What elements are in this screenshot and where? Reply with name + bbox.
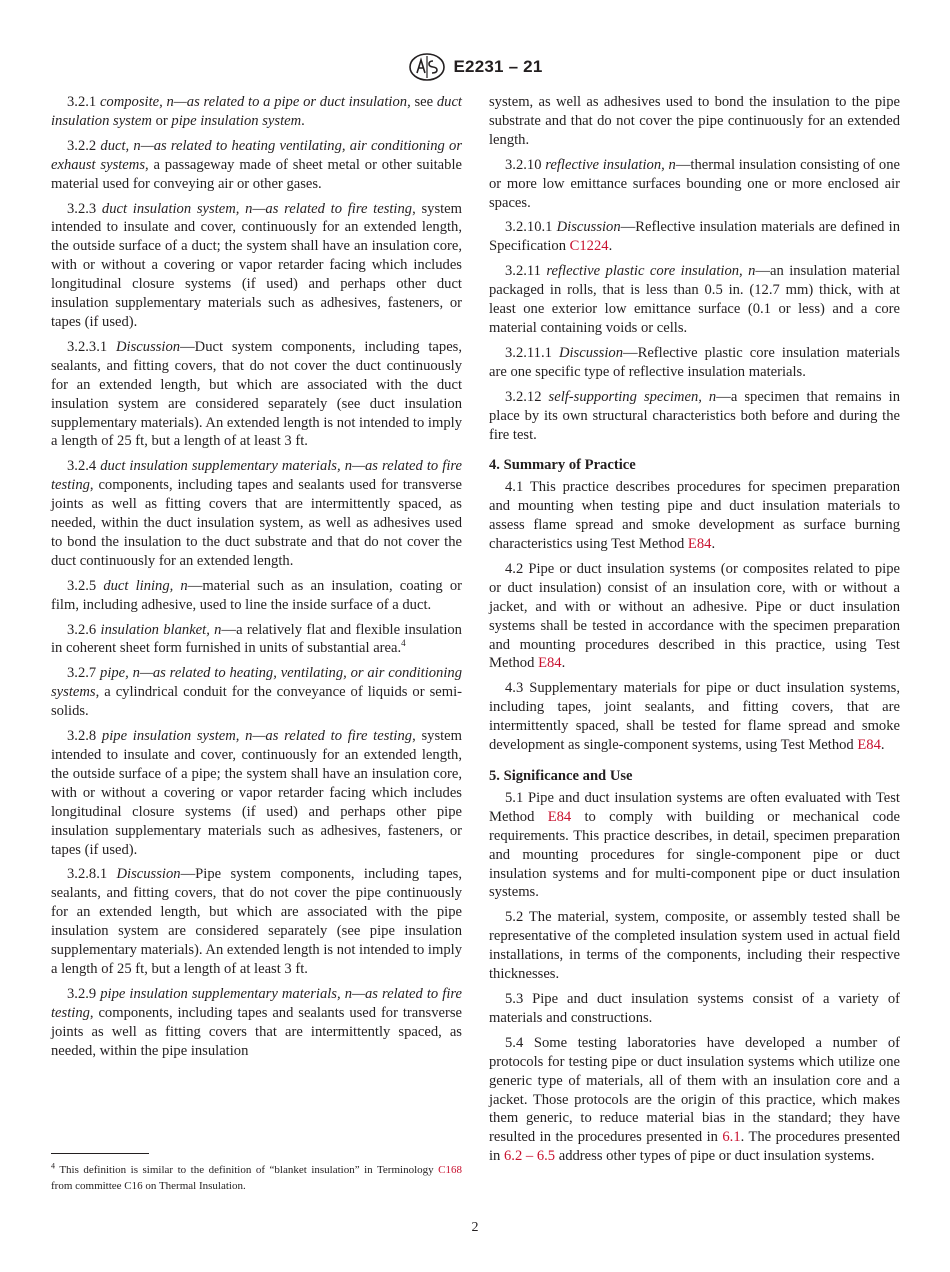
astm-logo-icon [408,52,446,82]
definition-3-2-9-continued: system, as well as adhesives used to bond the insulation to the pipe substrate and that do not cover the pipe continuously for an extended length. [489,94,900,148]
paragraph-4-1: 4.1 This practice describes procedures for specimen preparation and mounting when testing pipe and duct insulation materials to assess flame spread and smoke development as surface burning characteristics using Test Method E84. [489,479,900,553]
paragraph-5-4: 5.4 Some testing laboratories have developed a number of protocols for testing pipe or duct insulation systems which utilize one generic type of materials, all of them with an insulation core and a jacket. Those protocols are the origin of this practice, which makes them generic, to reduce material bias in the standard; they have resulted in the procedures presented in 6.1. The procedures presented in 6.2 – 6.5 address other types of pipe or duct insulation systems. [489,1034,900,1165]
definition-3-2-6: 3.2.6 insulation blanket, n—a relatively flat and flexible insulation in coherent sheet form furnished in units of substantial area.$^4$ [51,621,462,657]
definition-3-2-4: 3.2.4 duct insulation supplementary materials, n—as related to fire testing, components, including tapes and sealants used for transverse joints as well as fitting covers that are intermittently spaced, as needed, within the duct insulation system, as well as adhesives used to bond the insulation to the duct substrate and that do not cover the duct continuously for an extended length. [51,458,462,569]
page-header [0,52,950,82]
definition-3-2-3: 3.2.3 duct insulation system, n—as related to fire testing, system intended to insulate and cover, continuously for an extended length, the outside surface of a duct; the system shall have an insulation core, with or without a covering or vapor retarder facing which includes longitudinal closure systems (if used) and perhaps other duct insulation supplementary materials such as adhesives, fasteners, or tapes (if used). [51,200,463,330]
discussion-3-2-8-1: 3.2.8.1 Discussion—Pipe system components, including tapes, sealants, and fitting covers, that do not cover the pipe continuously for an extended length, but which are associated with the pipe insulation system are considered separately (see pipe insulation supplementary materials). An extended length is not intended to imply a length of 25 ft, but a length of at least 3 ft. [51,866,463,977]
paragraph-5-2: 5.2 The material, system, composite, or assembly tested shall be representative of the completed insulation system used in actual field installations, in terms of the components, including their respective thicknesses. [489,909,900,983]
page-number: 2 [471,1220,479,1235]
definition-3-2-7: 3.2.7 pipe, n—as related to heating, ventilating, or air conditioning systems, a cylindrical conduit for the conveyance of liquids or semi-solids. [51,665,463,720]
link-c168[interactable]: C168 [438,1164,462,1176]
definition-3-2-1: 3.2.1 composite, n—as related to a pipe or duct insulation, see duct insulation system or pipe insulation system. [51,94,462,129]
paragraph-4-3: 4.3 Supplementary materials for pipe or duct insulation systems, including tapes, joint sealants, and fitting covers, that are intermittently spaced, shall be tested for flame spread and smoke development as single-component systems, using Test Method E84. [489,680,900,754]
paragraph-4-2: 4.2 Pipe or duct insulation systems (or composites related to pipe or duct insulation) consist of an insulation core, with or without a jacket, and with or without an adhesive. Pipe or duct insulation systems shall be tested in accordance with the specimen preparation and mounting procedures described in this practice, using Test Method E84. [489,560,900,672]
definition-3-2-2: 3.2.2 duct, n—as related to heating ventilating, air conditioning or exhaust systems, a passageway made of sheet metal or other suitable material used for conveying air or other gases. [51,137,462,192]
link-e84[interactable]: E84 [547,808,572,825]
definition-3-2-8: 3.2.8 pipe insulation system, n—as related to fire testing, system intended to insulate and cover, continuously for an extended length, the outside surface of a pipe; the system shall have an insulation core, with or without a covering or vapor retarder facing which includes longitudinal closure systems (if used) and perhaps other pipe insulation supplementary materials such as adhesives, fasteners, or tapes (if used). [51,728,463,858]
definition-3-2-10: 3.2.10 reflective insulation, n—thermal insulation consisting of one or more low emittance surfaces bounding one or more enclosed air spaces. [489,156,900,211]
link-6-2-6-5[interactable]: 6.2 – 6.5 [504,1148,556,1165]
link-c1224[interactable]: C1224 [569,238,609,255]
discussion-3-2-10-1: 3.2.10.1 Discussion—Reflective insulation materials are defined in Specification C1224. [489,219,900,255]
standard-designation: E2231 – 21 [453,57,543,76]
link-6-1[interactable]: 6.1 [722,1129,741,1146]
link-e84[interactable]: E84 [857,737,881,754]
definition-3-2-12: 3.2.12 self-supporting specimen, n—a specimen that remains in place by its own structural characteristics both before and during the fire test. [489,388,900,443]
paragraph-5-3: 5.3 Pipe and duct insulation systems consist of a variety of materials and constructions. [489,990,900,1026]
definition-3-2-5: 3.2.5 duct lining, n—material such as an insulation, coating or film, including adhesive, used to line the inside surface of a duct. [51,577,462,613]
link-e84[interactable]: E84 [538,655,562,672]
definition-3-2-11: 3.2.11 reflective plastic core insulation, n—an insulation material packaged in rolls, that is less than 0.5 in. (12.7 mm) thick, with at least one exterior low emittance surface (0.1 or less) and a core material containing voids or cells. [489,263,901,336]
left-column [51,93,462,1067]
section-heading-significance: 5. Significance and Use [489,768,633,784]
right-column [489,93,900,1172]
link-e84[interactable]: E84 [687,536,712,553]
discussion-3-2-3-1: 3.2.3.1 Discussion—Duct system components, including tapes, sealants, and fitting covers, that do not cover the duct continuously for an extended length, but which are associated with the duct insulation system are considered separately (see duct insulation supplementary materials). An extended length is not intended to imply a length of 25 ft, but a length of at least 3 ft. [51,338,463,450]
footnote-reference[interactable]: 4 [401,638,406,649]
discussion-3-2-11-1: 3.2.11.1 Discussion—Reflective plastic core insulation materials are one specific type of reflective insulation materials. [489,344,900,380]
paragraph-5-1: 5.1 Pipe and duct insulation systems are often evaluated with Test Method E84 to comply with building or mechanical code requirements. This practice describes, in detail, specimen preparation and mounting procedures for single-component pipe or duct insulation systems and for multi-component pipe or duct insulation systems. [489,789,900,901]
footnote-divider [51,1153,149,1154]
definition-3-2-9: 3.2.9 pipe insulation supplementary materials, n—as related to fire testing, components, including tapes and sealants used for transverse joints as well as fitting covers that are intermittently spaced, as needed, within the pipe insulation [51,985,462,1059]
section-heading-summary: 4. Summary of Practice [489,457,636,474]
footnote: $^4$ This definition is similar to the definition of “blanket insulation” in Terminology C168 from committee C16 on Thermal Insulation. [51,1161,462,1192]
